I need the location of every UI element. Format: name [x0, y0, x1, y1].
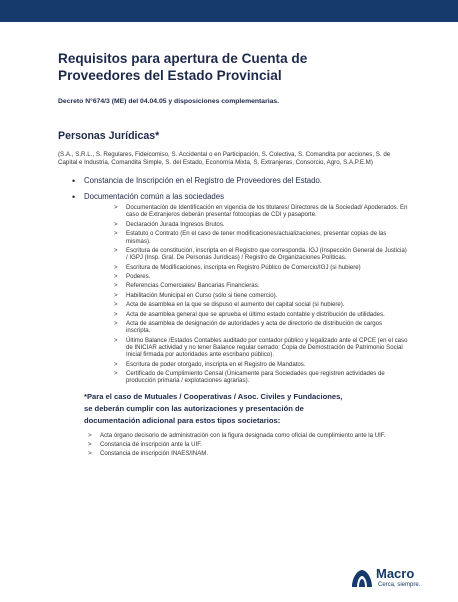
section-title: Personas Jurídicas*: [58, 130, 160, 142]
decree-reference: Decreto N°674/3 (ME) del 04.04.05 y disposiciones complementarias.: [58, 98, 280, 105]
list-item-text: Acta órgano decisorio de administración con la figura designada como oficial de cumplimiento ante la UIF.: [100, 431, 386, 439]
list-item-text: Acta de asamblea de designación de autoridades y acta de directorio de distribución de cargos inscripta.: [126, 319, 383, 335]
list-item: [84, 273, 408, 280]
common-docs-list: [84, 204, 408, 384]
company-types: (S.A., S.R.L., S. Regulares, Fideicomiso, S. Accidental o en Participación, S. Colectiva, S. Comandita por acciones, S. de Capital e Industria, Comandita Simple, S. del Estado, Economía Mixta, S. Extranjeras, Consorcio, Agro, S.A.P.E.M): [58, 151, 391, 166]
list-item: [84, 204, 408, 219]
list-item-text: Escritura de poder otorgado, inscripta en el Registro de Mandatos.: [126, 360, 306, 368]
chevron-right-icon: >: [88, 431, 92, 439]
list-item: [84, 301, 408, 308]
list-item: [84, 311, 408, 318]
chevron-right-icon: >: [114, 230, 118, 238]
bullet-label: Documentación común a las sociedades: [84, 192, 224, 202]
chevron-right-icon: >: [114, 246, 118, 254]
requirements-list: [58, 176, 408, 384]
bullet-dot-icon: •: [72, 192, 76, 203]
list-item-text: Certificado de Cumplimiento Censal (Únicamente para Sociedades que registren actividades de producción primaria / explotaciones agrarias).: [126, 370, 385, 385]
list-item: [84, 361, 408, 368]
list-item: [84, 247, 408, 262]
chevron-right-icon: >: [114, 301, 118, 309]
list-item-text: Escritura de constitución, inscripta en el Registro que corresponda. IGJ (Inspección General de Justicia) / IGPJ (Insp. Gral. De Personas Jurídicas) / Registro de Organizaciones Políticas.: [126, 246, 407, 262]
chevron-right-icon: >: [114, 310, 118, 318]
list-item: [84, 282, 408, 289]
bullet-dot-icon: •: [72, 176, 76, 187]
logo-tagline: Cerca, siempre.: [378, 582, 421, 588]
list-item: [58, 432, 408, 439]
macro-logo: [350, 565, 430, 593]
note-line-2: se deberán cumplir con las autorizaciones y presentación de: [84, 403, 304, 413]
list-item: [84, 320, 408, 335]
top-banner: [0, 0, 458, 22]
list-item: [84, 337, 408, 359]
chevron-right-icon: >: [114, 336, 118, 344]
logo-name: Macro: [376, 566, 415, 581]
list-item: [84, 264, 408, 271]
list-item-text: Documentación de Identificación en vigencia de los titulares/ Directores de la Sociedad/ Apoderados. En caso de Extranjeros deberán presentar fotocopias de CDI y pasaporte.: [126, 204, 408, 219]
note-line-1: *Para el caso de Mutuales / Cooperativas / Asoc. Civiles y Fundaciones,: [84, 391, 343, 401]
chevron-right-icon: >: [114, 282, 118, 290]
list-item-text: Acta de asamblea general que se aprueba el último estado contable y distribución de utilidades.: [126, 310, 385, 318]
list-item: [58, 450, 408, 457]
title-line-1: Requisitos para apertura de Cuenta de: [58, 51, 308, 66]
bullet-label: Constancia de Inscripción en el Registro de Proveedores del Estado.: [84, 176, 322, 186]
list-item-text: Acta de asamblea en la que se dispuso el aumento del capital social (si hubiere).: [126, 301, 345, 309]
chevron-right-icon: >: [114, 220, 118, 228]
bullet-registry-certificate: [58, 176, 408, 186]
list-item: [84, 221, 408, 228]
list-item-text: Constancia de inscripción ante la UIF.: [100, 441, 202, 449]
list-item: [84, 230, 408, 245]
list-item: [84, 292, 408, 299]
page-title: [58, 50, 408, 84]
bullet-common-docs: [58, 192, 408, 384]
document-body: [58, 50, 408, 460]
list-item-text: Poderes.: [126, 273, 151, 281]
list-item-text: Estatuto o Contrato (En el caso de tener modificaciones/actualizaciones, presentar copias de las mismas).: [126, 230, 387, 245]
chevron-right-icon: >: [114, 204, 118, 212]
list-item-text: Referencias Comerciales/ Bancarias Financieras.: [126, 282, 260, 290]
macro-logo-icon: [350, 567, 374, 589]
chevron-right-icon: >: [114, 360, 118, 368]
list-item-text: Escritura de Modificaciones, inscripta en Registro Público de Comercio/IGJ (si hubiere): [126, 263, 361, 271]
list-item: [58, 441, 408, 448]
chevron-right-icon: >: [114, 319, 118, 327]
title-line-2: Proveedores del Estado Provincial: [58, 68, 282, 83]
list-item-text: Constancia de inscripción INAES/INAM.: [100, 450, 209, 458]
chevron-right-icon: >: [88, 441, 92, 449]
list-item-text: Habilitación Municipal en Curso (sólo si tiene comercio).: [126, 291, 278, 299]
note-line-3: documentación adicional para estos tipos societarios:: [84, 415, 281, 425]
mutuales-note: [58, 391, 408, 427]
chevron-right-icon: >: [114, 291, 118, 299]
list-item-text: Declaración Jurada Ingresos Brutos.: [126, 220, 225, 228]
chevron-right-icon: >: [114, 263, 118, 271]
chevron-right-icon: >: [114, 370, 118, 378]
chevron-right-icon: >: [88, 450, 92, 458]
extra-docs-list: [58, 432, 408, 458]
chevron-right-icon: >: [114, 273, 118, 281]
list-item-text: Último Balance /Estados Contables auditado por contador público y legalizado ante el CPCE (en el caso de INICIAR actividad y no tener Balance regular cerrado: Copia de Demostración de Patrimonio Social Inicial firmada por autoridades ante escribano público).: [126, 336, 408, 359]
list-item: [84, 370, 408, 385]
